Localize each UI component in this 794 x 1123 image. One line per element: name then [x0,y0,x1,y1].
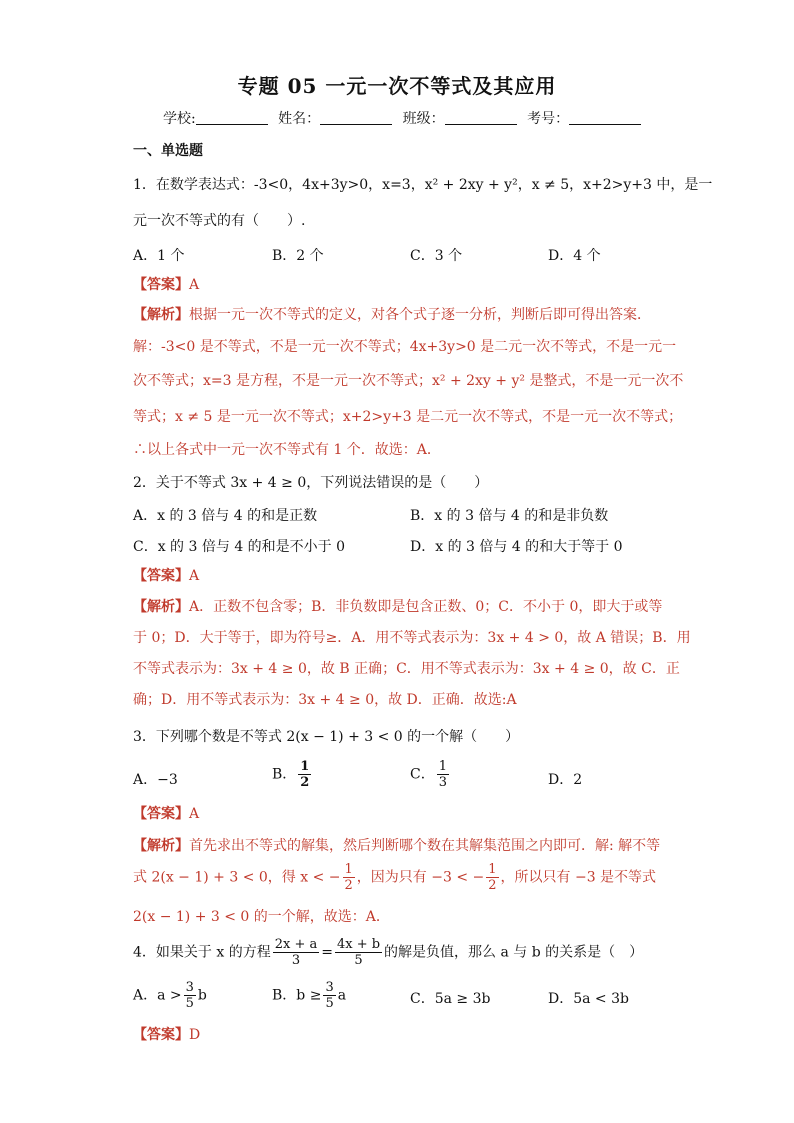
exam-number-label: 考号： [527,111,570,127]
denominator: 5 [325,996,334,1011]
stem-text: 4．如果关于 x 的方程 [133,944,271,961]
numerator: 1 [438,759,447,774]
denominator: 2 [488,878,497,893]
q1-stem-line-1: 1．在数学表达式：-3<0，4x+3y>0，x=3，x² + 2xy + y²，x ≠ 5，x+2>y+3 中，是一 [133,177,713,193]
exam-number-blank[interactable] [569,110,641,125]
answer-value: A [189,806,200,822]
fraction [323,980,335,1011]
option-label: C． [410,766,435,783]
q1-option-b: B．2 个 [272,248,324,264]
q2-option-c: C．x 的 3 倍与 4 的和是不小于 0 [133,539,346,555]
q2-analysis-line-2: 于 0；D．大于等于，即为符号≥．A．用不等式表示为：3x + 4 > 0，故 A 错误；B．用 [133,630,691,646]
option-text: b [197,987,207,1004]
equals-sign: = [321,944,333,961]
numerator: 3 [185,980,194,995]
q4-answer [133,1026,200,1044]
analysis-text: 根据一元一次不等式的定义，对各个式子逐一分析，判断后即可得出答案． [189,307,651,323]
fraction [298,759,311,790]
q1-analysis-line-2: 解：-3<0 是不等式，不是一元一次不等式；4x+3y>0 是二元一次不等式，不是一元一 [133,339,677,355]
analysis-text: 首先求出不等式的解集，然后判断哪个数在其解集范围之内即可．解: 解不等 [189,838,661,854]
q1-analysis-line-3: 次不等式；x=3 是方程，不是一元一次不等式；x² + 2xy + y² 是整式，不是一元一次不 [133,373,684,389]
q3-stem: 3．下列哪个数是不等式 2(x − 1) + 3 < 0 的一个解（ ） [133,729,520,745]
analysis-tag: 【解析】 [133,838,189,854]
q2-analysis-line-1 [133,598,662,616]
analysis-text: A．正数不包含零；B．非负数即是包含正数、0；C．不小于 0，即大于或等 [189,599,663,615]
denominator: 5 [354,953,363,968]
q3-option-d: D．2 [548,772,583,788]
name-blank[interactable] [320,110,392,125]
school-blank[interactable] [196,110,268,125]
q2-analysis-line-3: 不等式表示为：3x + 4 ≥ 0，故 B 正确；C．用不等式表示为：3x + 4 ≥ 0，故 C．正 [133,661,680,677]
q1-option-c: C．3 个 [410,248,463,264]
answer-value: A [189,568,200,584]
q2-option-b: B．x 的 3 倍与 4 的和是非负数 [410,508,609,524]
q3-option-b [272,759,313,790]
numerator: 2x + a [274,937,318,952]
q4-option-a [133,980,207,1011]
answer-value: A [189,277,200,293]
option-text: a [337,987,347,1004]
q3-option-c [410,759,451,790]
q1-analysis-line-1 [133,306,651,324]
q1-option-d: D．4 个 [548,248,601,264]
class-blank[interactable] [445,110,517,125]
numerator: 1 [488,862,497,877]
numerator: 3 [325,980,334,995]
fraction [184,980,196,1011]
q1-analysis-line-4: 等式；x ≠ 5 是一元一次不等式；x+2>y+3 是二元一次不等式，不是一元一次不等式； [133,409,683,425]
analysis-tag: 【解析】 [133,599,189,615]
analysis-text: ，因为只有 −3 < − [356,869,485,886]
numerator: 1 [344,862,353,877]
denominator: 3 [291,953,301,968]
option-label: B． [272,766,297,783]
q1-answer [133,276,199,294]
option-text: B．b ≥ [272,987,322,1004]
answer-tag: 【答案】 [133,1027,189,1043]
school-label: 学校: [163,111,196,127]
fraction [335,937,382,968]
denominator: 5 [185,996,194,1011]
answer-value: D [189,1027,201,1043]
answer-tag: 【答案】 [133,568,189,584]
q1-option-a: A．1 个 [133,248,185,264]
option-text: A．a > [133,987,182,1004]
q2-analysis-line-4: 确；D．用不等式表示为：3x + 4 ≥ 0，故 D．正确．故选:A [133,692,517,708]
q3-analysis-line-3: 2(x − 1) + 3 < 0 的一个解，故选：A． [133,909,390,925]
numerator: 4x + b [336,937,381,952]
q3-option-a: A．−3 [133,772,178,788]
fraction [437,759,449,790]
answer-tag: 【答案】 [133,277,189,293]
fraction [273,937,320,968]
q1-analysis-line-5: ∴以上各式中一元一次不等式有 1 个．故选：A． [133,442,441,458]
q1-stem-line-2: 元一次不等式的有（ ）. [133,213,306,229]
name-label: 姓名： [278,111,321,127]
class-label: 班级： [402,111,445,127]
q3-analysis-line-2 [133,862,656,893]
q2-answer [133,567,199,585]
q2-option-d: D．x 的 3 倍与 4 的和大于等于 0 [410,539,623,555]
denominator: 3 [438,775,447,790]
fraction [486,862,498,893]
denominator: 2 [344,878,353,893]
q3-analysis-line-1 [133,837,660,855]
stem-text: 的解是负值，那么 a 与 b 的关系是（ ） [384,944,644,961]
q2-stem: 2．关于不等式 3x + 4 ≥ 0，下列说法错误的是（ ） [133,475,489,491]
analysis-text: 式 2(x − 1) + 3 < 0，得 x < − [133,869,341,886]
q4-stem [133,937,643,968]
q3-answer [133,805,199,823]
q2-option-a: A．x 的 3 倍与 4 的和是正数 [133,508,318,524]
numerator: 1 [300,759,310,774]
page-title: 专题 05 一元一次不等式及其应用 [237,74,557,98]
analysis-tag: 【解析】 [133,307,189,323]
analysis-text: ，所以只有 −3 是不等式 [500,869,657,886]
fraction [343,862,355,893]
answer-tag: 【答案】 [133,806,189,822]
q4-option-b [272,980,346,1011]
denominator: 2 [300,775,310,790]
q4-option-d: D．5a < 3b [548,991,629,1007]
q4-option-c: C．5a ≥ 3b [410,991,491,1007]
section-title: 一、单选题 [133,143,203,159]
student-info-line [163,108,647,128]
